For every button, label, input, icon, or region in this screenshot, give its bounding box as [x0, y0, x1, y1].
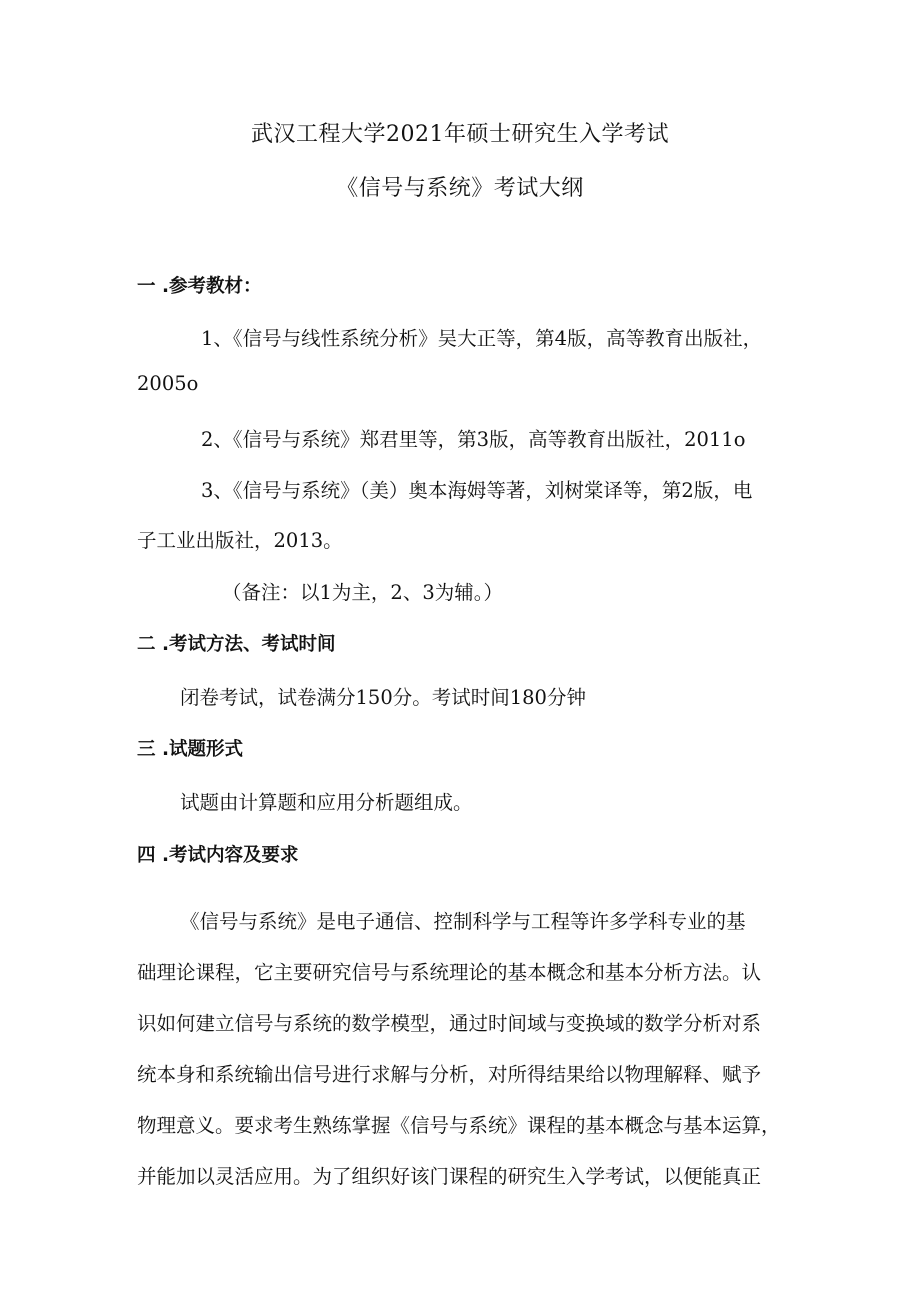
document-title: 武汉工程大学2021年硕士研究生入学考试: [251, 122, 669, 147]
textbook-2: 2、《信号与系统》郑君里等，第3版，高等教育出版社，2011o: [201, 428, 746, 451]
content-paragraph-line5: 物理意义。要求考生熟练掌握《信号与系统》课程的基本概念与基本运算，: [137, 1114, 781, 1137]
textbook-1-line2: 2005o: [137, 372, 199, 395]
content-paragraph-line3: 识如何建立信号与系统的数学模型，通过时间域与变换域的数学分析对系: [137, 1012, 762, 1035]
textbook-note: （备注：以1为主，2、3为辅。）: [222, 581, 503, 604]
section-heading-textbooks: 一 .参考教材：: [137, 276, 262, 297]
section-heading-question-format: 三 .试题形式: [137, 739, 243, 760]
exam-method-text: 闭卷考试，试卷满分150分。考试时间180分钟: [180, 686, 586, 709]
textbook-3-line2: 子工业出版社，2013。: [137, 529, 343, 552]
section-heading-content: 四 .考试内容及要求: [137, 845, 299, 866]
content-paragraph-line6: 并能加以灵活应用。为了组织好该门课程的研究生入学考试，以便能真正: [137, 1165, 762, 1188]
content-paragraph-line2: 础理论课程，它主要研究信号与系统理论的基本概念和基本分析方法。认: [137, 961, 762, 984]
document-subtitle: 《信号与系统》考试大纲: [336, 176, 584, 201]
content-paragraph-line4: 统本身和系统输出信号进行求解与分析，对所得结果给以物理解释、赋予: [137, 1063, 762, 1086]
section-heading-exam-method: 二 .考试方法、考试时间: [137, 634, 336, 655]
textbook-3-line1: 3、《信号与系统》（美）奥本海姆等著，刘树棠译等，第2版，电: [201, 479, 753, 502]
content-paragraph-line1: 《信号与系统》是电子通信、控制科学与工程等许多学科专业的基: [180, 910, 746, 933]
question-format-text: 试题由计算题和应用分析题组成。: [180, 791, 473, 814]
textbook-1-line1: 1、《信号与线性系统分析》吴大正等，第4版，高等教育出版社，: [201, 327, 763, 350]
